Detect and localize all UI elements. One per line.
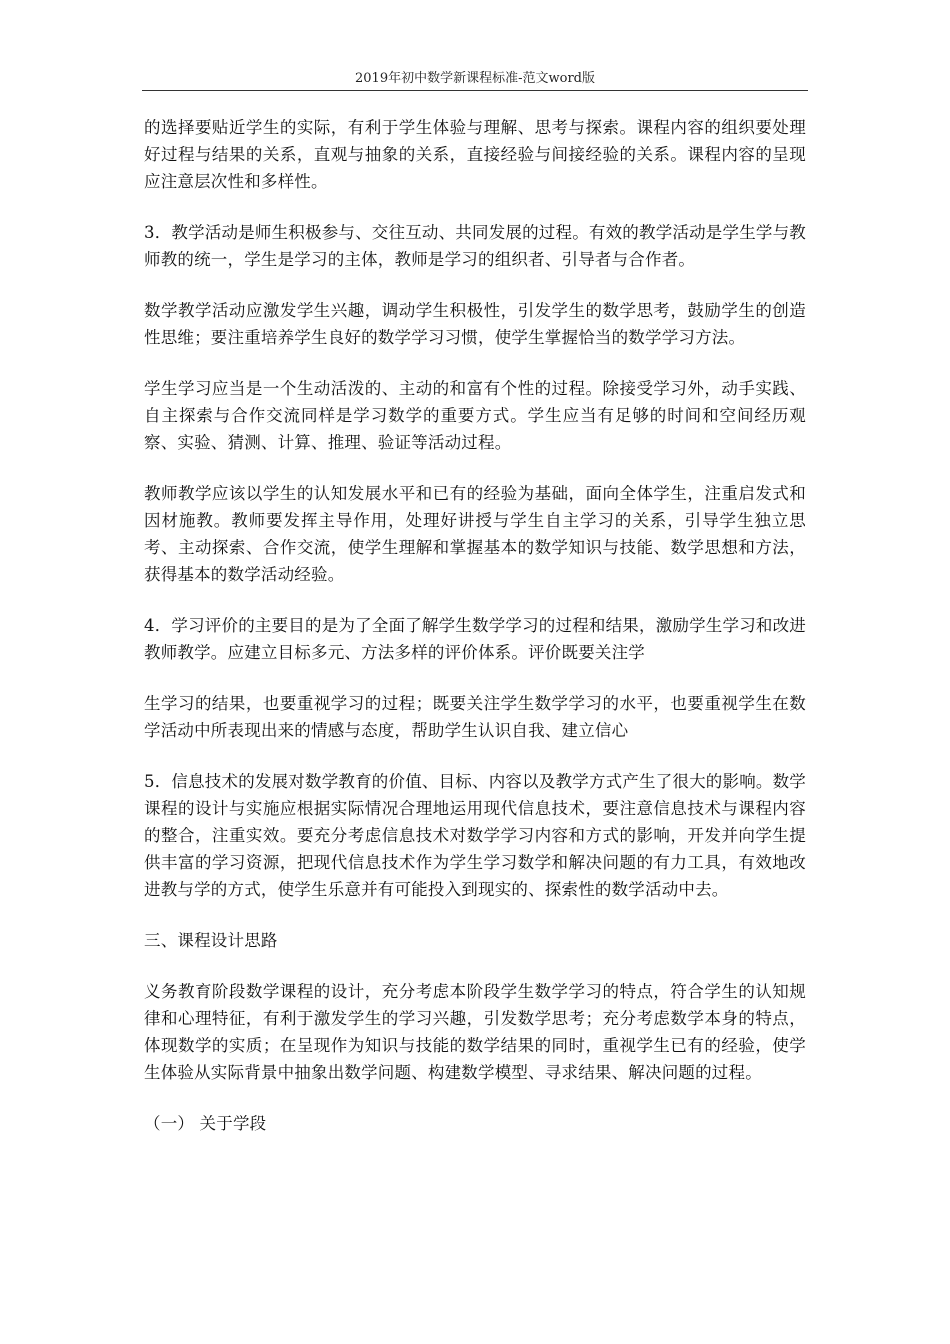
paragraph-course-content-continued: 的选择要贴近学生的实际，有利于学生体验与理解、思考与探索。课程内容的组织要处理好过程与结果的关系，直观与抽象的关系，直接经验与间接经验的关系。课程内容的呈现应注意层次性和多样性。 xyxy=(144,118,806,191)
paragraph-teacher-teaching: 教师教学应该以学生的认知发展水平和已有的经验为基础，面向全体学生，注重启发式和因材施教。教师要发挥主导作用，处理好讲授与学生自主学习的关系，引导学生独立思考、主动探索、合作交流，使学生理解和掌握基本的数学知识与技能、数学思想和方法，获得基本的数学活动经验。 xyxy=(144,484,806,584)
paragraph-point-4-evaluation: 4．学习评价的主要目的是为了全面了解学生数学学习的过程和结果，激励学生学习和改进教师教学。应建立目标多元、方法多样的评价体系。评价既要关注学 xyxy=(144,616,806,662)
page-header-title: 2019年初中数学新课程标准-范文word版 xyxy=(355,71,595,86)
section-heading-course-design: 三、课程设计思路 xyxy=(144,931,278,950)
subsection-heading-stages: （一） 关于学段 xyxy=(144,1114,267,1133)
header-divider xyxy=(142,90,808,91)
paragraph-teaching-stimulate-interest: 数学教学活动应激发学生兴趣，调动学生积极性，引发学生的数学思考，鼓励学生的创造性思维；要注重培养学生良好的数学学习习惯，使学生掌握恰当的数学学习方法。 xyxy=(144,301,806,347)
paragraph-evaluation-continued: 生学习的结果，也要重视学习的过程；既要关注学生数学学习的水平，也要重视学生在数学活动中所表现出来的情感与态度，帮助学生认识自我、建立信心 xyxy=(144,694,806,740)
paragraph-point-5-information-technology: 5．信息技术的发展对数学教育的价值、目标、内容以及教学方式产生了很大的影响。数学课程的设计与实施应根据实际情况合理地运用现代信息技术，要注意信息技术与课程内容的整合，注重实效。要充分考虑信息技术对数学学习内容和方式的影响，开发并向学生提供丰富的学习资源，把现代信息技术作为学生学习数学和解决问题的有力工具，有效地改进教与学的方式，使学生乐意并有可能投入到现实的、探索性的数学活动中去。 xyxy=(144,772,806,899)
paragraph-course-design: 义务教育阶段数学课程的设计，充分考虑本阶段学生数学学习的特点，符合学生的认知规律和心理特征，有利于激发学生的学习兴趣，引发数学思考；充分考虑数学本身的特点，体现数学的实质；在呈现作为知识与技能的数学结果的同时，重视学生已有的经验，使学生体验从实际背景中抽象出数学问题、构建数学模型、寻求结果、解决问题的过程。 xyxy=(144,982,806,1082)
paragraph-student-learning: 学生学习应当是一个生动活泼的、主动的和富有个性的过程。除接受学习外，动手实践、自主探索与合作交流同样是学习数学的重要方式。学生应当有足够的时间和空间经历观察、实验、猜测、计算、推理、验证等活动过程。 xyxy=(144,379,806,452)
document-body xyxy=(144,114,806,1161)
paragraph-point-3-teaching-activity: 3．教学活动是师生积极参与、交往互动、共同发展的过程。有效的教学活动是学生学与教师教的统一，学生是学习的主体，教师是学习的组织者、引导者与合作者。 xyxy=(144,223,806,269)
